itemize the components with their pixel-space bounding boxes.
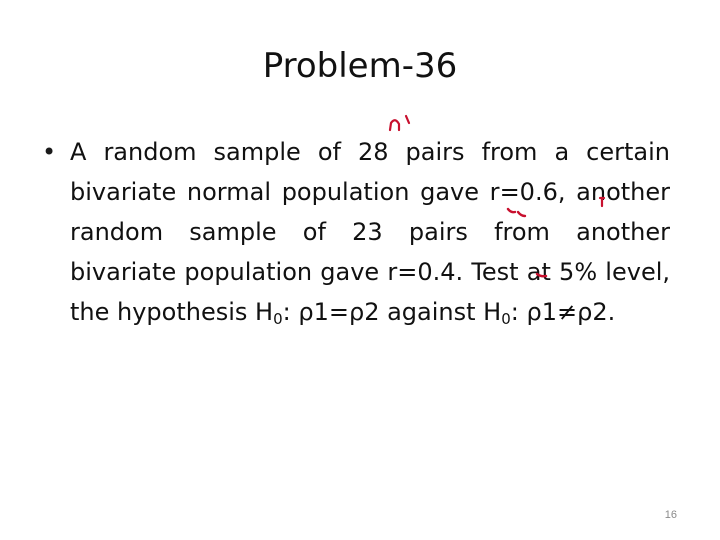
- bullet-icon: •: [42, 138, 57, 166]
- problem-text-part-4: : ρ1=ρ2 against H: [282, 298, 502, 326]
- subscript-zero-2: 0: [501, 310, 511, 328]
- problem-text-part-3: =0.4. Test at 5% level, the hypothesis H: [70, 258, 671, 326]
- problem-text-part-5: : ρ1≠ρ2.: [510, 298, 616, 326]
- slide-content: [38, 132, 670, 332]
- slide-title: Problem-36: [262, 46, 458, 86]
- ink-mark-n1: [390, 116, 409, 130]
- problem-statement: [70, 132, 670, 332]
- subscript-zero-1: 0: [273, 310, 283, 328]
- bullet-item: [38, 132, 670, 332]
- page-number: 16: [664, 509, 677, 521]
- problem-text-part-1: A random sample of 28 pairs from a certain bivariate normal population gave r: [70, 138, 670, 206]
- problem-text-part-2: =0.6, another random sample of 23 pairs from another bivariate population gave r: [70, 178, 671, 286]
